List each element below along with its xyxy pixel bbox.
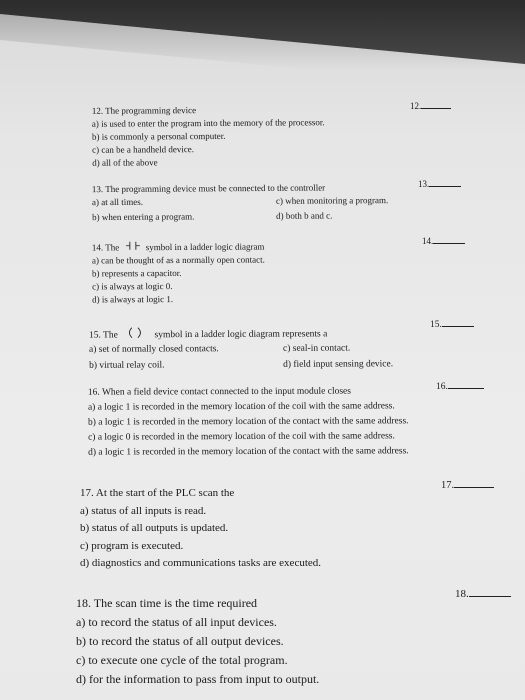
question-14-option-d: d) is always at logic 1. (92, 294, 174, 305)
answer-blank-12 (410, 101, 451, 111)
question-12-option-b: b) is commonly a personal computer. (91, 130, 226, 142)
question-16-option-c: c) a logic 0 is recorded in the memory location of the coil with the same address. (88, 431, 395, 443)
question-17-option-c: c) program is executed. (80, 539, 184, 552)
question-13 (92, 181, 422, 224)
question-12 (92, 103, 325, 170)
answer-line-15[interactable] (442, 326, 474, 327)
answer-blank-15 (430, 320, 474, 330)
answer-blank-18 (455, 588, 511, 600)
answer-label-13: 13. (418, 179, 430, 189)
coil-icon (126, 327, 144, 344)
question-13-option-a: a) at all times. (91, 196, 144, 208)
question-15-title-suffix: symbol in a ladder logic diagram represents a (154, 329, 328, 341)
question-18-option-c: c) to execute one cycle of the total program. (76, 653, 288, 667)
answer-label-17: 17. (441, 480, 455, 491)
answer-label-15: 15. (430, 320, 442, 330)
question-13-option-b: b) when entering a program. (92, 211, 195, 223)
question-15-title (89, 325, 429, 344)
question-13-title: 13. The programming device must be connected to the controller (91, 182, 326, 195)
question-17 (80, 485, 321, 573)
question-14-title (92, 241, 265, 255)
answer-blank-16 (436, 382, 484, 392)
question-15-option-d: d) field input sensing device. (283, 359, 394, 370)
question-16 (88, 384, 409, 460)
question-12-option-c: c) can be a handheld device. (92, 144, 195, 155)
question-12-option-d: d) all of the above (92, 157, 158, 168)
question-15 (89, 325, 429, 373)
question-17-option-a: a) status of all inputs is read. (80, 504, 207, 517)
question-18 (76, 594, 319, 689)
question-14-option-b: b) represents a capacitor. (91, 268, 182, 279)
question-16-option-b: b) a logic 1 is recorded in the memory location of the contact with the same address. (87, 416, 409, 428)
question-14-title-prefix: 14. The (91, 242, 120, 253)
answer-line-13[interactable] (429, 186, 461, 187)
question-17-option-b: b) status of all outputs is updated. (80, 522, 229, 534)
answer-blank-14 (422, 236, 465, 246)
question-13-option-d: d) both b and c. (276, 210, 333, 221)
question-12-title: 12. The programming device (91, 105, 197, 116)
question-12-option-a: a) is used to enter the program into the memory of the processor. (91, 117, 325, 129)
question-15-option-b: b) virtual relay coil. (89, 360, 165, 371)
question-14-title-suffix: symbol in a ladder logic diagram (145, 241, 265, 253)
question-18-option-b: b) to record the status of all output devices. (76, 634, 284, 648)
answer-line-18[interactable] (469, 596, 511, 597)
question-17-option-d: d) diagnostics and communications tasks are executed. (80, 557, 322, 569)
question-16-title: 16. When a field device contact connected to the input module closes (87, 386, 351, 398)
normally-open-contact-icon (125, 242, 139, 255)
question-14 (92, 241, 265, 307)
answer-label-18: 18. (455, 588, 469, 600)
question-15-option-a: a) set of normally closed contacts. (88, 344, 219, 355)
answer-label-12: 12. (410, 101, 422, 111)
answer-line-16[interactable] (448, 388, 484, 389)
question-16-option-d: d) a logic 1 is recorded in the memory location of the contact with the same address. (88, 446, 409, 458)
question-15-title-prefix: 15. The (88, 330, 118, 341)
question-16-option-a: a) a logic 1 is recorded in the memory location of the coil with the same address. (87, 401, 395, 413)
question-17-title: 17. At the start of the PLC scan the (80, 487, 235, 499)
answer-line-14[interactable] (433, 243, 465, 244)
question-18-option-d: d) for the information to pass from input to output. (76, 672, 320, 686)
answer-label-16: 16. (436, 382, 448, 392)
question-14-option-c: c) is always at logic 0. (92, 281, 173, 292)
answer-label-14: 14. (422, 236, 434, 246)
answer-blank-13 (418, 179, 461, 189)
question-18-option-a: a) to record the status of all input devices. (76, 615, 277, 629)
question-18-title: 18. The scan time is the time required (76, 596, 258, 610)
answer-blank-17 (441, 480, 494, 491)
answer-line-17[interactable] (454, 487, 494, 488)
question-14-option-a: a) can be thought of as a normally open contact. (91, 254, 265, 266)
question-15-option-c: c) seal-in contact. (282, 343, 351, 354)
question-13-option-c: c) when monitoring a program. (275, 195, 389, 206)
answer-line-12[interactable] (421, 108, 451, 109)
